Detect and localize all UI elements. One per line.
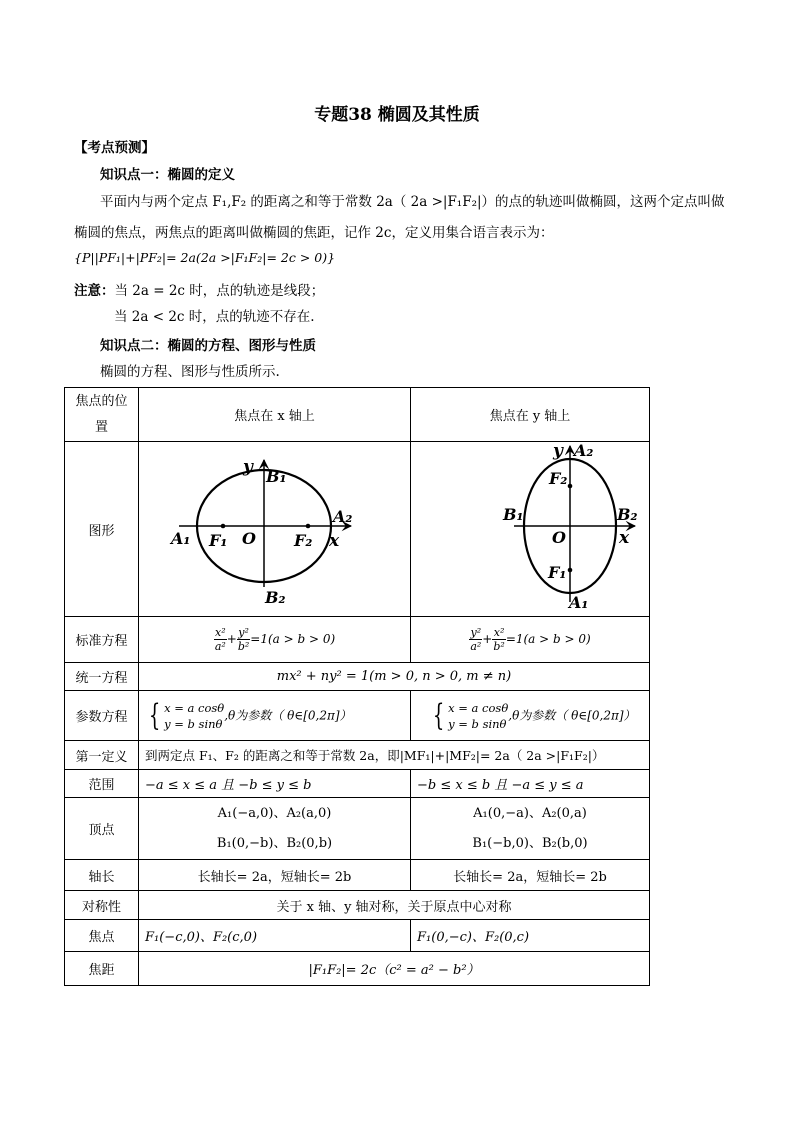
ellipse-x-diagram [139,442,409,612]
origin-label: O [552,528,566,547]
focus-f2-point [306,524,311,529]
k1-line1: 平面内与两个定点 F₁,F₂ 的距离之和等于常数 2a（ 2a >|F₁F₂|）的点的轨迹叫做椭圆，这两个定点叫做 [100,194,725,210]
focus-f2-label: F₂ [549,469,568,488]
vertex-y: A₁(0,−a)、A₂(0,a) B₁(−b,0)、B₂(b,0) [411,798,650,860]
symmetry-text: 关于 x 轴、y 轴对称，关于原点中心对称 [139,891,650,920]
k2-intro: 椭圆的方程、图形与性质所示. [100,364,280,380]
param-eq-y: { x = a cosθ y = b sinθ,θ为参数（ θ∈[0,2π]） [411,691,650,741]
vertex-b2-label: B₂ [617,505,638,524]
range-y: −b ≤ x ≤ b 且 −a ≤ y ≤ a [411,770,650,798]
x-axis-label: x [619,528,630,548]
vertex-x: A₁(−a,0)、A₂(a,0) B₁(0,−b)、B₂(0,b) [139,798,411,860]
param-eq-x: { x = a cosθ y = b sinθ,θ为参数（ θ∈[0,2π]） [139,691,411,741]
k2-heading: 知识点二：椭圆的方程、图形与性质 [100,338,316,354]
ellipse-y-diagram [411,442,649,612]
row-label-standard: 标准方程 [65,617,139,663]
axis-y: 长轴长= 2a，短轴长= 2b [411,860,650,891]
row-label-vertex: 顶点 [65,798,139,860]
vertex-b2-label: B₂ [265,588,286,607]
row-label-focus: 焦点 [65,920,139,952]
focal-distance: |F₁F₂|= 2c（c² = a² − b²） [139,952,650,986]
row-label-symmetry: 对称性 [65,891,139,920]
row-label-focal-distance: 焦距 [65,952,139,986]
k1-line2: 椭圆的焦点，两焦点的距离叫做椭圆的焦距，记作 2c，定义用集合语言表示为： [74,225,554,241]
note-2: 当 2a < 2c 时，点的轨迹不存在. [114,309,315,325]
vertex-a2-label: A₂ [574,442,594,460]
axis-x: 长轴长= 2a，短轴长= 2b [139,860,411,891]
page-title: 专题38 椭圆及其性质 [314,105,480,125]
vertex-b1-label: B₁ [503,505,524,524]
origin-label: O [242,529,256,548]
def1-text: 到两定点 F₁、F₂ 的距离之和等于常数 2a，即|MF₁|+|MF₂|= 2a（ 2a >|F₁F₂|） [139,741,650,770]
std-eq-x: $\frac{\text{x²}}{\text{a²}}$ + $\frac{\text{y²}}{\text{b²}}$ =1(a > b > 0) [139,617,411,663]
header-x-axis: 焦点在 x 轴上 [139,388,411,442]
k1-heading: 知识点一：椭圆的定义 [100,167,235,183]
std-eq-y: $\frac{\text{y²}}{\text{a²}}$ + $\frac{\text{x²}}{\text{b²}}$ =1(a > b > 0) [411,617,650,663]
focus-f1-label: F₁ [548,563,567,582]
vertex-a2-label: A₂ [333,507,353,526]
header-position: 焦点的位置 [65,388,139,442]
k1-set-expr: {P||PF₁|+|PF₂|= 2a(2a >|F₁F₂|= 2c > 0)} [74,250,336,265]
vertex-a1-label: A₁ [569,593,589,612]
figure-x-cell [139,442,411,617]
x-axis-label: x [329,531,340,551]
vertex-a1-label: A₁ [171,529,191,548]
row-label-range: 范围 [65,770,139,798]
row-label-unified: 统一方程 [65,663,139,691]
header-y-axis: 焦点在 y 轴上 [411,388,650,442]
figure-y-cell [411,442,650,617]
focus-x: F₁(−c,0)、F₂(c,0) [139,920,411,952]
focus-y: F₁(0,−c)、F₂(0,c) [411,920,650,952]
section-header: 【考点预测】 [74,140,155,156]
row-label-def1: 第一定义 [65,741,139,770]
focus-f1-point [221,524,226,529]
vertex-b1-label: B₁ [266,467,287,486]
focus-f2-label: F₂ [294,531,313,550]
y-axis-label: y [553,442,563,461]
unified-eq: mx² + ny² = 1(m > 0, n > 0, m ≠ n) [139,663,650,691]
row-label-axis: 轴长 [65,860,139,891]
ellipse-properties-table [64,387,650,986]
y-axis-label: y [243,457,253,477]
focus-f1-point [568,568,573,573]
range-x: −a ≤ x ≤ a 且 −b ≤ y ≤ b [139,770,411,798]
note-1: 当 2a = 2c 时，点的轨迹是线段； [114,283,325,299]
focus-f1-label: F₁ [209,531,228,550]
row-label-param: 参数方程 [65,691,139,741]
note-label: 注意： [74,283,115,299]
focus-f2-point [568,484,573,489]
row-label-figure: 图形 [65,442,139,617]
